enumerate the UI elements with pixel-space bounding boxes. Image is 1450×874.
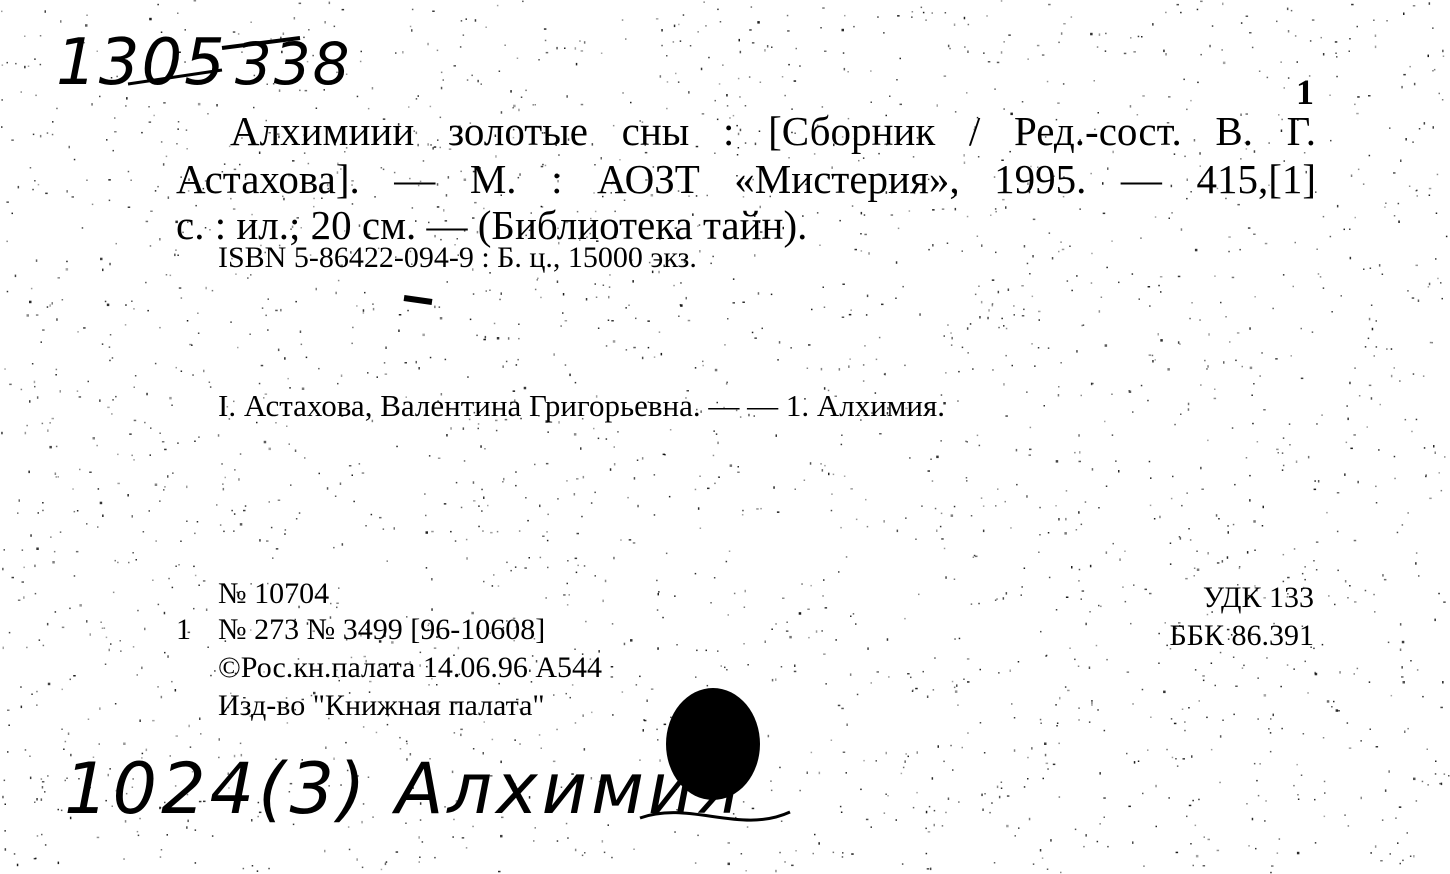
isbn-line: ISBN 5-86422-094-9 : Б. ц., 15000 экз. xyxy=(218,241,697,274)
registration-number: № 10704 xyxy=(218,577,330,610)
tracings-line: I. Астахова, Валентина Григорьевна. — — 1. Алхимия. xyxy=(218,388,946,423)
udk-code: УДК 133 xyxy=(1202,581,1314,614)
copyright-line: ©Рос.кн.палата 14.06.96 А544 xyxy=(218,651,603,684)
description-line-1: Алхимиии золотые сны : [Сборник / Ред.-сост. В. Г. xyxy=(230,108,1316,154)
handwritten-inventory-suffix: 338 xyxy=(234,30,352,98)
publisher-line: Изд-во "Книжная палата" xyxy=(218,689,545,722)
description-line-3: с. : ил.; 20 см. — (Библиотека тайн). xyxy=(176,202,808,248)
handwritten-shelf-mark: 1024(3) Алхимия xyxy=(64,748,744,830)
dash-mark xyxy=(404,298,432,302)
registration-codes: № 273 № 3499 [96-10608] xyxy=(218,613,546,646)
handwritten-inventory-main: 1305 xyxy=(56,26,227,100)
description-line-2: Астахова]. — М. : АОЗТ «Мистерия», 1995. — 415,[1] xyxy=(176,156,1316,202)
card-number: 1 xyxy=(1296,72,1314,112)
bbk-code: ББК 86.391 xyxy=(1169,619,1314,652)
registration-prefix: 1 xyxy=(176,613,191,646)
handwritten-inventory-number xyxy=(56,26,352,100)
